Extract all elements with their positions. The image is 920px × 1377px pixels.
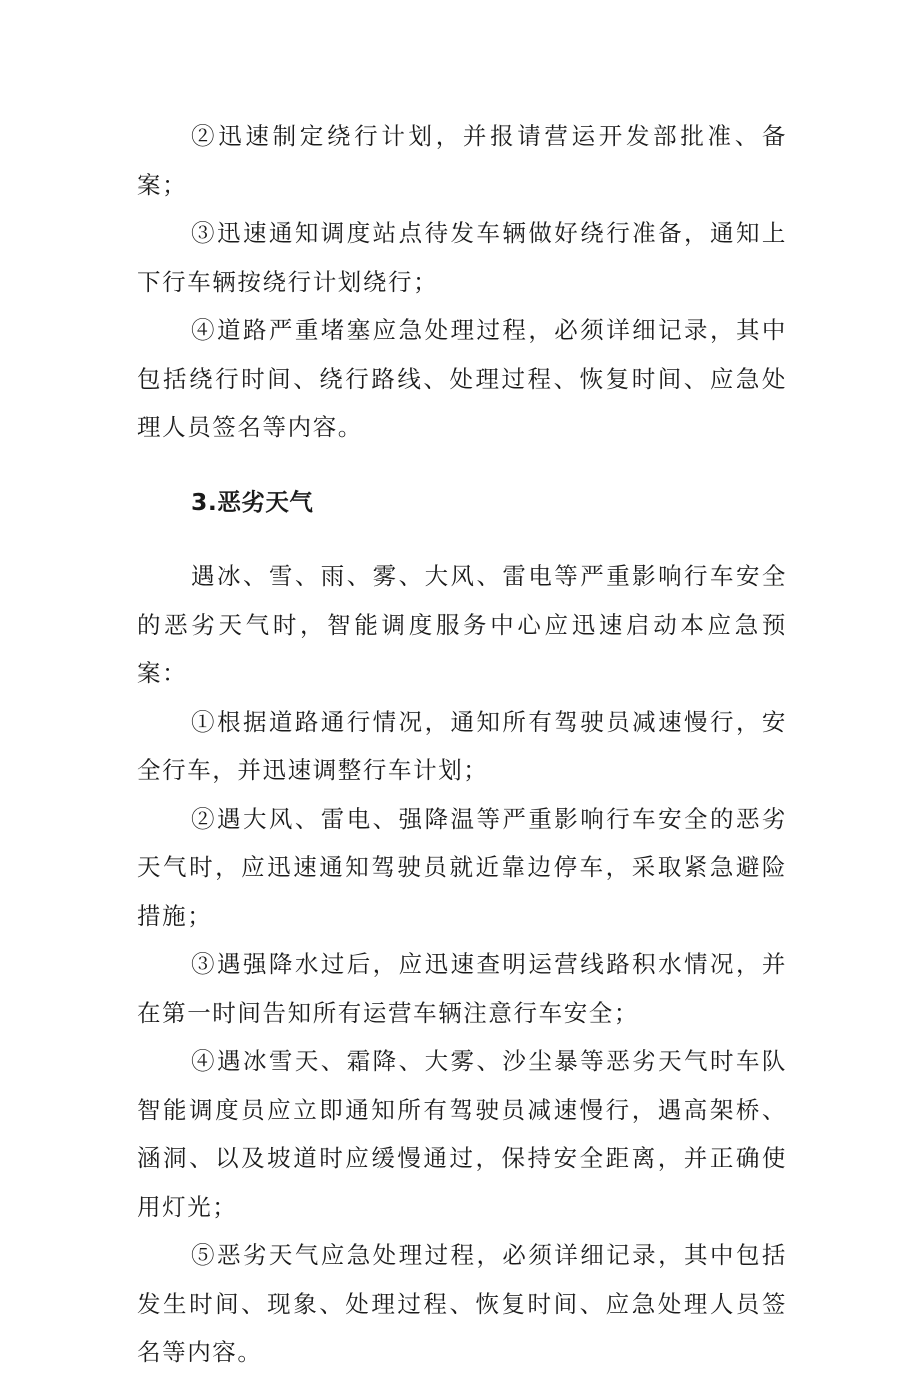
- paragraph-ice-fog: ④遇冰雪天、霜降、大雾、沙尘暴等恶劣天气时车队智能调度员应立即通知所有驾驶员减速慢行，遇高架桥、涵洞、以及坡道时应缓慢通过，保持安全距离，并正确使用灯光；: [137, 1047, 787, 1221]
- paragraph-record-weather: ⑤恶劣天气应急处理过程，必须详细记录，其中包括发生时间、现象、处理过程、恢复时间、应急处理人员签名等内容。: [137, 1241, 787, 1366]
- paragraph-weather-intro: 遇冰、雪、雨、雾、大风、雷电等严重影响行车安全的恶劣天气时，智能调度服务中心应迅速启动本应急预案：: [137, 562, 787, 687]
- paragraph-slow-down: ①根据道路通行情况，通知所有驾驶员减速慢行，安全行车，并迅速调整行车计划；: [137, 707, 787, 784]
- document-page: [137, 112, 787, 1377]
- paragraph-waterlogging: ③遇强降水过后，应迅速查明运营线路积水情况，并在第一时间告知所有运营车辆注意行车安全；: [137, 950, 787, 1027]
- paragraph-record-congestion: ④道路严重堵塞应急处理过程，必须详细记录，其中包括绕行时间、绕行路线、处理过程、恢复时间、应急处理人员签名等内容。: [137, 316, 787, 441]
- paragraph-detour-plan: ②迅速制定绕行计划，并报请营运开发部批准、备案；: [137, 122, 787, 199]
- paragraph-notify-vehicles: ③迅速通知调度站点待发车辆做好绕行准备，通知上下行车辆按绕行计划绕行；: [137, 219, 787, 296]
- paragraph-emergency-stop: ②遇大风、雷电、强降温等严重影响行车安全的恶劣天气时，应迅速通知驾驶员就近靠边停车，采取紧急避险措施；: [137, 804, 787, 930]
- section-heading-bad-weather: 3.恶劣天气: [191, 487, 314, 516]
